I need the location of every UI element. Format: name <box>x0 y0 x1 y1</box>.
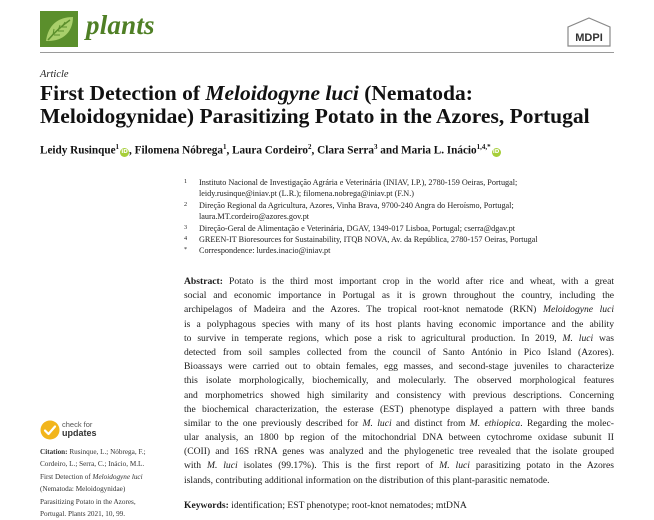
species-name: M. luci <box>562 332 594 344</box>
species-name: M. luci <box>362 417 392 429</box>
correspondence-email[interactable]: Correspondence: lurdes.inacio@iniav.pt <box>199 246 331 256</box>
affiliation-line: Instituto Nacional de Investigação Agrária e Veterinária (INIAV, I.P.), 2780-159 Oeiras, Portugal; <box>199 178 518 187</box>
author-separator: , <box>226 144 233 157</box>
article-type: Article <box>40 69 69 80</box>
author-affil-sup: 1 <box>223 143 227 151</box>
abstract-line <box>184 417 614 431</box>
orcid-icon[interactable]: iD <box>121 148 128 155</box>
affiliation-number: 4 <box>184 235 188 243</box>
abstract-line: (COII) and 16S rRNA genes was analyzed and the phylogenetic tree revealed that the isolate grouped <box>184 446 614 458</box>
title-part: First Detection of <box>40 81 206 105</box>
abstract-line: detected from soil samples collected from the council of Santo António in Pico Island (Azores). <box>184 346 614 358</box>
abstract-line <box>184 275 614 289</box>
citation-text: Portugal. Plants 2021, 10, 99. <box>40 510 126 519</box>
author-name[interactable]: Leidy Rusinque <box>40 144 116 157</box>
abstract-line <box>184 303 614 317</box>
citation-text: First Detection of <box>40 472 91 481</box>
affiliation-item <box>184 234 624 245</box>
abstract-text: was <box>599 332 614 344</box>
abstract-text: isolates (99.17%). This is the first report of <box>243 460 434 472</box>
author-name[interactable]: Filomena Nóbrega <box>134 144 223 157</box>
author-separator: and <box>377 144 402 157</box>
author-affil-sup: 1,4,* <box>476 143 491 151</box>
author-name[interactable]: Maria L. Inácio <box>401 144 477 157</box>
abstract-line <box>184 459 614 473</box>
publisher-name: MDPI <box>575 32 603 44</box>
affiliation-number: 3 <box>184 223 188 231</box>
abstract-text: with <box>184 460 202 472</box>
author-affil-sup: 1 <box>115 143 120 151</box>
species-name: M. luci <box>206 460 238 472</box>
title-species: Meloidogyne luci <box>205 81 359 105</box>
keywords <box>184 500 614 511</box>
affiliation-line: GREEN-IT Bioresources for Sustainability, ITQB NOVA, Av. da República, 2780-157 Oeiras, Portugal <box>199 235 538 245</box>
affiliation-number: * <box>184 246 188 254</box>
abstract-line: social and economic importance in Portugal as it is grown throughout the country, including the <box>184 290 614 302</box>
author-list <box>40 143 640 157</box>
citation-label: Citation: <box>40 448 68 456</box>
abstract-line: this isolate morphologically, biochemically, and molecularly. The observed morphological features <box>184 375 614 387</box>
citation-text: Rusinque, L.; Nóbrega, F.; <box>69 448 146 456</box>
affiliation-emails[interactable]: leidy.rusinque@iniav.pt (L.R.); filomena.nobrega@iniav.pt (F.N.) <box>199 189 414 199</box>
affiliation-item <box>184 200 624 223</box>
affiliation-number: 2 <box>184 200 188 208</box>
citation-text: Parasitizing Potato in the Azores, <box>40 497 136 506</box>
abstract-text: and distinct from <box>396 417 466 429</box>
abstract-line: the biochemical characterization, the esterase (EST) phenotype displayed a pattern with three bands <box>184 403 614 415</box>
abstract-line: Bioassays were carried out to obtain females, egg masses, and second-stage juveniles to characterize <box>184 361 614 373</box>
keywords-label: Keywords: <box>184 500 229 511</box>
orcid-icon[interactable]: iD <box>492 148 500 155</box>
check-for-updates-icon[interactable] <box>40 420 60 440</box>
keywords-text: identification; EST phenotype; root-knot nematodes; mtDNA <box>231 500 467 511</box>
affiliation-number: 1 <box>184 178 188 185</box>
abstract-label: Abstract: <box>184 276 223 287</box>
abstract-line: ular analysis, an 1800 bp region of the mitochondrial DNA between cytochrome oxidase subunit II <box>184 432 614 444</box>
mdpi-logo-icon <box>566 17 612 47</box>
article-title <box>40 82 620 128</box>
abstract <box>184 275 614 488</box>
abstract-line: and morphometrics showed high similarity and consistency with previous descriptions. Concerning <box>184 389 614 401</box>
check-updates-line1: check for <box>62 420 93 429</box>
affiliations <box>184 177 624 257</box>
abstract-text: to survive in temperate regions, which pose a risk to agricultural production. In 2019, <box>184 332 557 344</box>
abstract-text: archipelagos of Madeira and the Azores. The tropical root-knot nematode (RKN) <box>184 304 537 316</box>
correspondence-item <box>184 245 624 256</box>
check-updates-line2: updates <box>62 428 97 438</box>
affiliation-item <box>184 177 624 200</box>
abstract-text: similar to the one previously described for <box>184 417 359 429</box>
species-name: M. luci <box>439 460 470 472</box>
citation-text: Cordeiro, L.; Serra, C.; Inácio, M.L. <box>40 460 145 469</box>
author-affil-sup: 2 <box>308 143 312 151</box>
abstract-text: parasitizing potato in the Azores <box>475 460 614 472</box>
species-name: Meloidogyne luci <box>542 304 614 316</box>
abstract-line: is a polyphagous species with many of its host plants having economic importance and the ability <box>184 318 614 330</box>
journal-logo-icon <box>40 11 78 47</box>
author-affil-sup: 3 <box>373 143 378 151</box>
affiliation-line: Direção Regional da Agricultura, Azores, Vinha Brava, 9700-240 Angra do Heroísmo, Portugal; <box>199 200 514 210</box>
abstract-line <box>184 332 614 346</box>
abstract-text: . Regarding the molec- <box>520 417 614 429</box>
species-name: M. ethiopica <box>469 417 521 429</box>
abstract-line: islands, contributing additional information on the distribution of this plant-parasitic nematode. <box>184 474 550 486</box>
author-separator: , <box>129 144 135 157</box>
affiliation-item <box>184 223 624 234</box>
citation-species: Meloidogyne luci <box>92 472 143 481</box>
check-for-updates[interactable] <box>62 420 97 438</box>
author-name[interactable]: Clara Serra <box>317 144 374 157</box>
author-name[interactable]: Laura Cordeiro <box>232 144 309 157</box>
author-separator: , <box>311 144 318 157</box>
affiliation-line: Direção-Geral de Alimentação e Veterinária, DGAV, 1349-017 Lisboa, Portugal; cserra@dgav.pt <box>199 223 515 233</box>
affiliation-emails[interactable]: laura.MT.cordeiro@azores.gov.pt <box>199 212 310 222</box>
citation-text: (Nematoda: Meloidogynidae) <box>40 485 126 494</box>
abstract-text: Potato is the third most important crop in the world after rice and wheat, with a great <box>229 276 614 287</box>
header-divider <box>40 52 614 53</box>
journal-name: plants <box>86 10 155 40</box>
citation-block <box>40 446 172 520</box>
title-part: (Nematoda: <box>358 81 473 105</box>
title-line-2: Meloidogynidae) Parasitizing Potato in the Azores, Portugal <box>40 104 590 128</box>
